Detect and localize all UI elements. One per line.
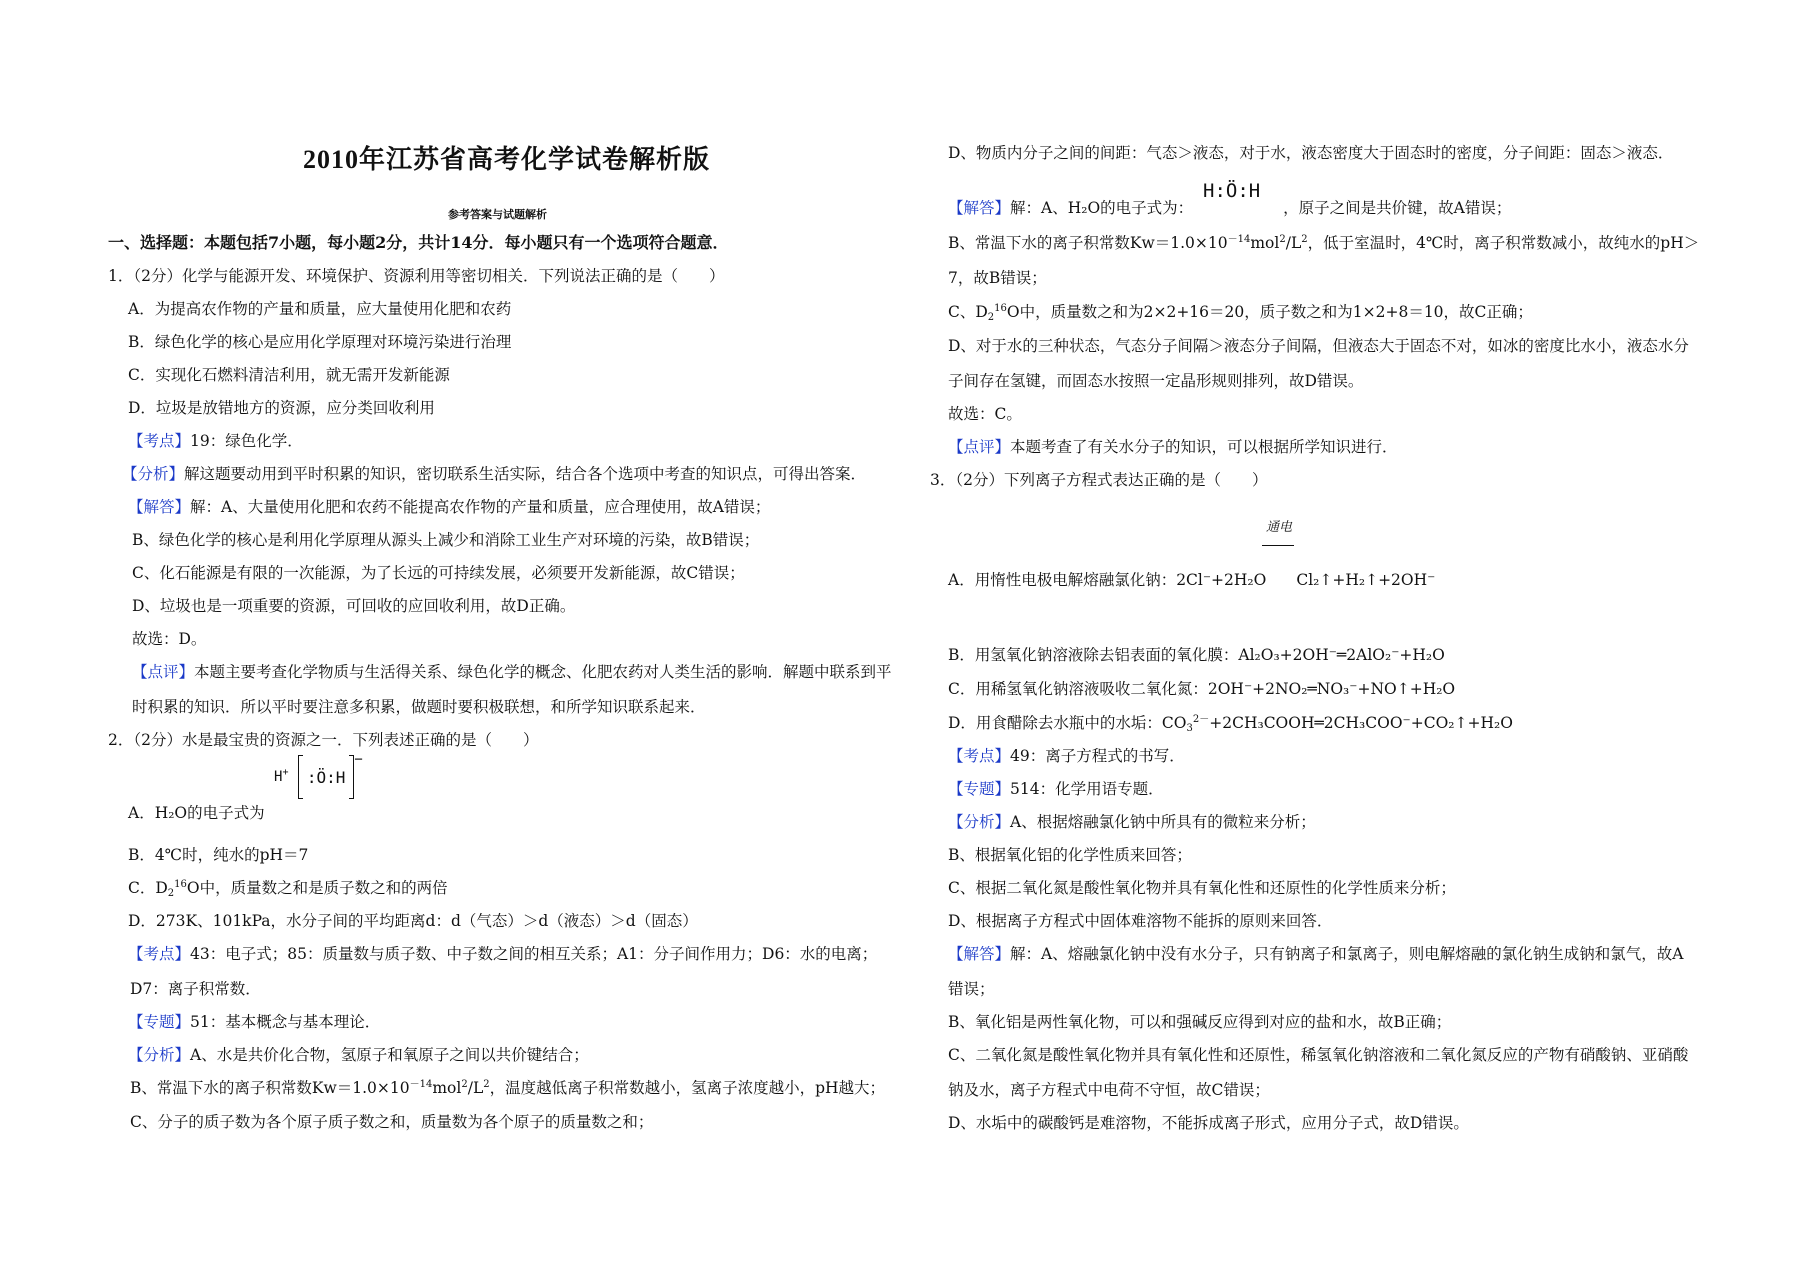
q3-option-b: B．用氢氧化钠溶液除去铝表面的氧化膜：Al₂O₃+2OH⁻═2AlO₂⁻+H₂O bbox=[948, 646, 1445, 664]
q2-option-a: A．H₂O的电子式为 bbox=[128, 804, 265, 822]
reaction-arrow-line bbox=[1262, 545, 1294, 546]
jieda-tag: 【解答】 bbox=[948, 199, 1011, 217]
q2-fenxi: 【分析】A、水是共价化合物，氢原子和氧原子之间以共价键结合； bbox=[128, 1046, 589, 1064]
q1-dianping-2: 时积累的知识．所以平时要注意多积累，做题时要积极联想，和所学知识联系起来． bbox=[132, 698, 706, 716]
q3-option-a: A．用惰性电极电解熔融氯化钠：2Cl⁻+2H₂O Cl₂↑+H₂↑+2OH⁻ bbox=[948, 571, 1436, 589]
fenxi-tag: 【分析】 bbox=[948, 813, 1011, 831]
q3-fenxi-b: B、根据氧化铝的化学性质来回答； bbox=[948, 846, 1192, 864]
q2-jieda-a: 【解答】解：A、H₂O的电子式为： ，原子之间是共价键，故A错误； bbox=[948, 199, 1512, 217]
dianping-tag: 【点评】 bbox=[132, 663, 195, 681]
q3-jieda-c: C、二氧化氮是酸性氧化物并具有氧化性和还原性，稀氢氧化钠溶液和二氧化氮反应的产物有硝酸钠、亚硝酸 bbox=[948, 1046, 1689, 1064]
q3-jieda: 【解答】解：A、熔融氯化钠中没有水分子，只有钠离子和氯离子，则电解熔融的氯化钠生成钠和氯气，故A bbox=[948, 945, 1684, 963]
q2-option-c: C．$D_2^{16}O$中，质量数之和是质子数之和的两倍 bbox=[128, 879, 448, 899]
page-title: 2010年江苏省高考化学试卷解析版 bbox=[303, 145, 711, 174]
q2-dianping: 【点评】本题考查了有关水分子的知识，可以根据所学知识进行． bbox=[948, 438, 1398, 456]
q2-kaodian-2: D7：离子积常数． bbox=[130, 980, 261, 998]
kaodian-tag: 【考点】 bbox=[128, 432, 191, 450]
q1-option-a: A．为提高农作物的产量和质量，应大量使用化肥和农药 bbox=[128, 300, 512, 318]
section-heading: 一、选择题：本题包括7小题，每小题2分，共计14分．每小题只有一个选项符合题意． bbox=[108, 233, 729, 252]
jieda-tag: 【解答】 bbox=[948, 945, 1011, 963]
q3-kaodian: 【考点】49：离子方程式的书写． bbox=[948, 747, 1185, 765]
q2-jieda-d: D、对于水的三种状态，气态分子间隔＞液态分子间隔，但液态大于固态不对，如冰的密度比水小，液态水分 bbox=[948, 337, 1689, 355]
q3-option-c: C．用稀氢氧化钠溶液吸收二氧化氮：2OH⁻+2NO₂═NO₃⁻+NO↑+H₂O bbox=[948, 680, 1456, 698]
q3-option-d: D．用食醋除去水瓶中的水垢：$CO_3^{2-}+2CH_3COOH═2CH_3COO^-+CO_2↑+H_2O$ bbox=[948, 714, 1513, 734]
q2-jieda-d-2: 子间存在氢键，而固态水按照一定晶形规则排列，故D错误。 bbox=[948, 372, 1364, 390]
q1-option-d: D．垃圾是放错地方的资源，应分类回收利用 bbox=[128, 399, 435, 417]
q2-option-d: D．273K、101kPa，水分子间的平均距离d：d（气态）＞d（液态）＞d（固态） bbox=[128, 912, 698, 930]
q1-jieda-c: C、化石能源是有限的一次能源，为了长远的可持续发展，必须要开发新能源，故C错误； bbox=[132, 564, 745, 582]
q3-zhuanti: 【专题】514：化学用语专题． bbox=[948, 780, 1164, 798]
q1-answer: 故选：D。 bbox=[132, 630, 207, 648]
q1-jieda-d: D、垃圾也是一项重要的资源，可回收的应回收利用，故D正确。 bbox=[132, 597, 576, 615]
q2-zhuanti: 【专题】51：基本概念与基本理论． bbox=[128, 1013, 381, 1031]
q2-fenxi-d: D、物质内分子之间的间距：气态＞液态，对于水，液态密度大于固态时的密度，分子间距：固态＞液态． bbox=[948, 144, 1674, 162]
q1-dianping: 【点评】本题主要考查化学物质与生活得关系、绿色化学的概念、化肥农药对人类生活的影响．解题中联系到平 bbox=[132, 663, 892, 681]
q3-fenxi: 【分析】A、根据熔融氯化钠中所具有的微粒来分析； bbox=[948, 813, 1316, 831]
dianping-tag: 【点评】 bbox=[948, 438, 1011, 456]
q3-jieda-a-2: 错误； bbox=[948, 980, 995, 998]
q2-option-b: B．4℃时，纯水的pH＝7 bbox=[128, 846, 309, 864]
water-electron-formula: H:Ö:H bbox=[1203, 180, 1261, 202]
q3-fenxi-c: C、根据二氧化氮是酸性氧化物并具有氧化性和还原性的化学性质来分析； bbox=[948, 879, 1456, 897]
q3-jieda-b: B、氧化铝是两性氧化物，可以和强碱反应得到对应的盐和水，故B正确； bbox=[948, 1013, 1452, 1031]
q1-kaodian: 【考点】19：绿色化学． bbox=[128, 432, 303, 450]
jieda-tag: 【解答】 bbox=[128, 498, 191, 516]
page-subtitle: 参考答案与试题解析 bbox=[448, 208, 547, 221]
q1-jieda-b: B、绿色化学的核心是利用化学原理从源头上减少和消除工业生产对环境的污染，故B错误； bbox=[132, 531, 760, 549]
q1-option-c: C．实现化石燃料清洁利用，就无需开发新能源 bbox=[128, 366, 450, 384]
electron-formula-graphic: H+ :Ö:H− bbox=[274, 755, 363, 799]
q2-jieda-b: B、常温下水的离子积常数$Kw=1.0\times 10^{-14}mol^2/L^2$，低于室温时，4℃时，离子积常数减小，故纯水的pH＞ bbox=[948, 234, 1700, 252]
q1-jieda: 【解答】解：A、大量使用化肥和农药不能提高农作物的产量和质量，应合理使用，故A错误； bbox=[128, 498, 771, 516]
q1-stem: 1．（2分）化学与能源开发、环境保护、资源利用等密切相关．下列说法正确的是（ ） bbox=[108, 267, 725, 285]
zhuanti-tag: 【专题】 bbox=[128, 1013, 191, 1031]
zhuanti-tag: 【专题】 bbox=[948, 780, 1011, 798]
q2-fenxi-c: C、分子的质子数为各个原子质子数之和，质量数为各个原子的质量数之和； bbox=[130, 1113, 654, 1131]
fenxi-tag: 【分析】 bbox=[122, 465, 185, 483]
fenxi-tag: 【分析】 bbox=[128, 1046, 191, 1064]
q1-fenxi: 【分析】解这题要动用到平时积累的知识，密切联系生活实际，结合各个选项中考查的知识点，可得出答案． bbox=[122, 465, 867, 483]
q2-jieda-c: C、$D_2^{16}O$中，质量数之和为2×2+16＝20，质子数之和为1×2+8＝10，故C正确； bbox=[948, 303, 1533, 323]
q1-option-b: B．绿色化学的核心是应用化学原理对环境污染进行治理 bbox=[128, 333, 512, 351]
q3-jieda-c-2: 钠及水，离子方程式中电荷不守恒，故C错误； bbox=[948, 1081, 1270, 1099]
q2-stem: 2．（2分）水是最宝贵的资源之一．下列表述正确的是（ ） bbox=[108, 731, 539, 749]
q2-jieda-b-2: 7，故B错误； bbox=[948, 269, 1047, 287]
q3-stem: 3．（2分）下列离子方程式表达正确的是（ ） bbox=[930, 471, 1268, 489]
q2-fenxi-b: B、常温下水的离子积常数$Kw=1.0\times 10^{-14}mol^2/L^2$，温度越低离子积常数越小，氢离子浓度越小，pH越大； bbox=[130, 1079, 886, 1097]
q3-fenxi-d: D、根据离子方程式中固体难溶物不能拆的原则来回答． bbox=[948, 912, 1333, 930]
reaction-condition: 通电 bbox=[1266, 520, 1293, 535]
q3-jieda-d: D、水垢中的碳酸钙是难溶物，不能拆成离子形式，应用分子式，故D错误。 bbox=[948, 1114, 1469, 1132]
q2-answer: 故选：C。 bbox=[948, 405, 1022, 423]
q2-kaodian: 【考点】43：电子式；85：质量数与质子数、中子数之间的相互关系；A1：分子间作用力；D6：水的电离； bbox=[128, 945, 878, 963]
kaodian-tag: 【考点】 bbox=[948, 747, 1011, 765]
kaodian-tag: 【考点】 bbox=[128, 945, 191, 963]
